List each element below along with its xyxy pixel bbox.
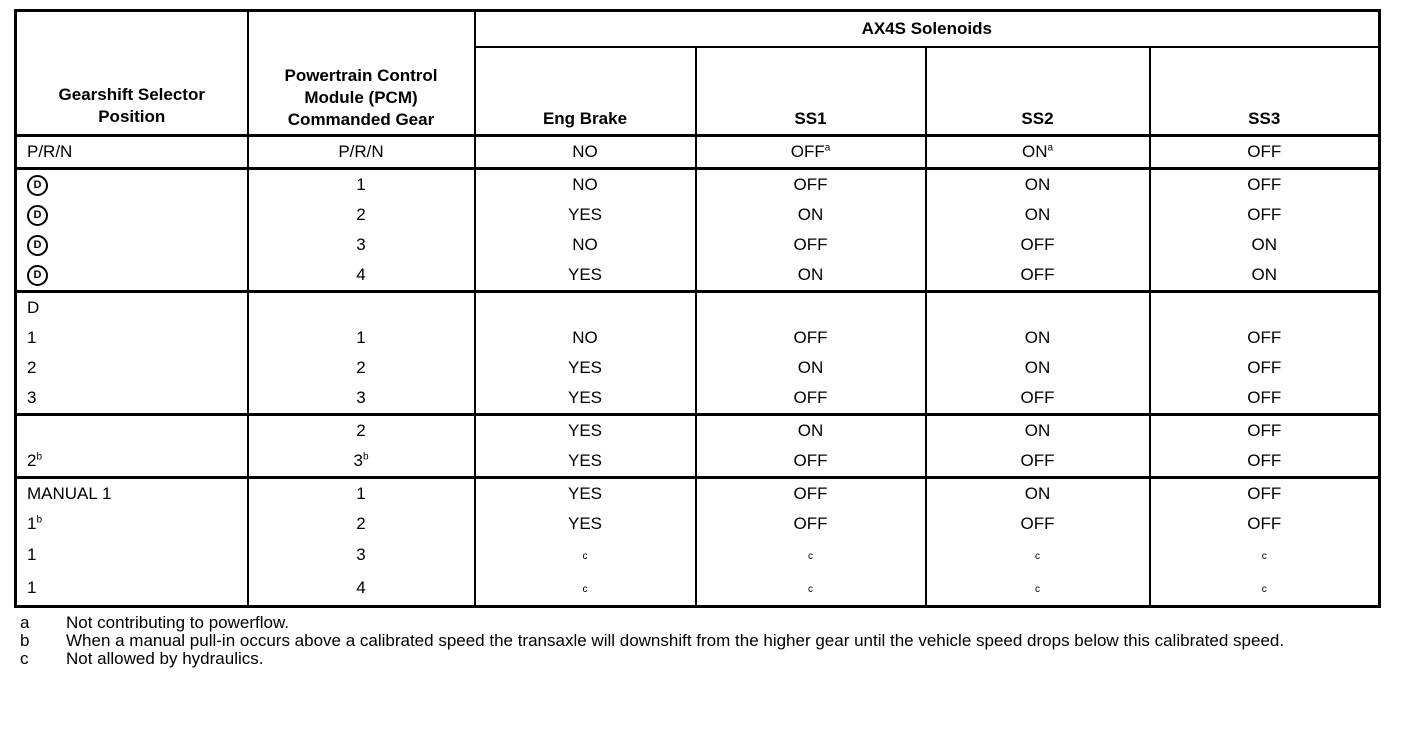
row-group	[16, 414, 1380, 477]
table-row	[16, 291, 1380, 323]
header-ss2: SS2	[926, 47, 1150, 136]
cell-value: ON	[1021, 141, 1048, 161]
cell-value: OFF	[1247, 357, 1282, 377]
cell-position	[16, 323, 248, 353]
cell-position	[16, 135, 248, 168]
cell-value: ON	[1024, 420, 1051, 440]
cell-eng-brake	[475, 572, 696, 607]
cell-value: YES	[567, 420, 603, 440]
table-row	[16, 353, 1380, 383]
cell-ss3	[1150, 291, 1380, 323]
footnote-ref: a	[824, 141, 831, 153]
cell-ss3	[1150, 383, 1380, 415]
cell-value: OFF	[1020, 513, 1055, 533]
cell-pcm-gear	[248, 135, 475, 168]
gear-text: 2	[356, 513, 366, 533]
position-text: P/R/N	[27, 141, 73, 161]
position-text: 1	[27, 545, 37, 564]
table-row	[16, 260, 1380, 292]
cell-eng-brake	[475, 135, 696, 168]
cell-position	[16, 291, 248, 323]
cell-value: OFF	[793, 513, 828, 533]
cell-pcm-gear	[248, 353, 475, 383]
cell-value: ON	[1024, 483, 1051, 503]
row-group	[16, 477, 1380, 606]
cell-value: NO	[572, 327, 598, 347]
cell-value: ON	[1024, 204, 1051, 224]
cell-value: OFF	[1247, 174, 1282, 194]
cell-value: c	[1035, 550, 1040, 562]
cell-value: OFF	[793, 174, 828, 194]
cell-value: OFF	[1247, 387, 1282, 407]
cell-position	[16, 446, 248, 478]
cell-value: YES	[567, 264, 603, 284]
cell-position	[16, 477, 248, 509]
cell-ss3	[1150, 168, 1380, 200]
cell-ss3	[1150, 135, 1380, 168]
cell-value: OFF	[1020, 387, 1055, 407]
position-text: 3	[27, 387, 37, 407]
cell-value: c	[1261, 583, 1267, 595]
cell-pcm-gear	[248, 200, 475, 230]
cell-ss1	[696, 572, 926, 607]
footnote-key: a	[20, 612, 30, 632]
footnote-a	[14, 614, 1378, 632]
cell-value: ON	[1024, 327, 1051, 347]
cell-pcm-gear	[248, 260, 475, 292]
table-row	[16, 135, 1380, 168]
table-row	[16, 323, 1380, 353]
cell-value: OFF	[1247, 327, 1282, 347]
cell-value: OFF	[793, 450, 828, 470]
table-row	[16, 200, 1380, 230]
cell-ss1	[696, 168, 926, 200]
cell-ss3	[1150, 200, 1380, 230]
cell-ss1	[696, 291, 926, 323]
cell-pcm-gear	[248, 572, 475, 607]
cell-ss2	[926, 572, 1150, 607]
cell-ss3	[1150, 477, 1380, 509]
cell-value: c	[1035, 583, 1040, 595]
cell-pcm-gear	[248, 168, 475, 200]
circled-d-icon: D	[27, 265, 48, 286]
solenoid-document	[14, 9, 1378, 668]
cell-position	[16, 414, 248, 446]
cell-ss2	[926, 230, 1150, 260]
cell-ss1	[696, 323, 926, 353]
cell-ss1	[696, 200, 926, 230]
cell-eng-brake	[475, 260, 696, 292]
row-group	[16, 168, 1380, 291]
cell-value: YES	[567, 450, 603, 470]
footnote-text: Not allowed by hydraulics.	[66, 648, 264, 668]
cell-value: NO	[572, 174, 598, 194]
gear-text: 1	[356, 174, 366, 194]
cell-pcm-gear	[248, 230, 475, 260]
cell-ss2	[926, 477, 1150, 509]
footnote-text: When a manual pull-in occurs above a calibrated speed the transaxle will downshift from the higher gear until the vehicle speed drops below this calibrated speed.	[66, 630, 1285, 650]
gear-text: 4	[356, 264, 366, 284]
table-row	[16, 509, 1380, 539]
cell-value: OFF	[1247, 141, 1282, 161]
cell-ss2	[926, 323, 1150, 353]
gear-text: 2	[356, 357, 366, 377]
table-row	[16, 539, 1380, 572]
row-group	[16, 135, 1380, 168]
cell-eng-brake	[475, 477, 696, 509]
cell-value: ON	[1251, 234, 1277, 254]
footnote-ref: b	[36, 513, 43, 525]
footnote-text: Not contributing to powerflow.	[66, 612, 290, 632]
position-text: 2	[27, 450, 37, 470]
gear-text: 3	[356, 234, 366, 254]
cell-ss3	[1150, 353, 1380, 383]
cell-value: OFF	[1247, 204, 1282, 224]
cell-ss2	[926, 135, 1150, 168]
cell-ss3	[1150, 446, 1380, 478]
header-pcm	[248, 11, 475, 136]
header-solenoids-group: AX4S Solenoids	[475, 11, 1380, 47]
cell-position	[16, 383, 248, 415]
solenoid-table	[14, 9, 1381, 608]
cell-ss1	[696, 230, 926, 260]
cell-eng-brake	[475, 291, 696, 323]
cell-value: OFF	[1020, 450, 1055, 470]
table-row	[16, 477, 1380, 509]
cell-pcm-gear	[248, 539, 475, 572]
header-position	[16, 11, 248, 136]
cell-eng-brake	[475, 539, 696, 572]
header-position-line1: Gearshift Selector	[58, 84, 205, 104]
cell-value: YES	[567, 483, 603, 503]
cell-value: ON	[797, 264, 824, 284]
gear-text: 1	[356, 327, 366, 347]
cell-value: ON	[1024, 357, 1051, 377]
cell-value: c	[808, 550, 813, 562]
cell-position	[16, 168, 248, 200]
cell-ss3	[1150, 572, 1380, 607]
cell-value: YES	[567, 357, 603, 377]
circled-d-icon: D	[27, 235, 48, 256]
header-eng-brake: Eng Brake	[475, 47, 696, 136]
cell-value: OFF	[793, 387, 828, 407]
cell-pcm-gear	[248, 446, 475, 478]
cell-ss1	[696, 539, 926, 572]
cell-value: ON	[797, 204, 824, 224]
cell-value: c	[1261, 550, 1267, 562]
circled-d-icon: D	[27, 175, 48, 196]
circled-d-icon: D	[27, 205, 48, 226]
cell-position	[16, 200, 248, 230]
cell-ss3	[1150, 509, 1380, 539]
position-text: 1	[27, 327, 37, 347]
cell-pcm-gear	[248, 291, 475, 323]
cell-ss1	[696, 353, 926, 383]
cell-value: ON	[797, 357, 824, 377]
table-header	[16, 11, 1380, 136]
cell-value: OFF	[1020, 264, 1055, 284]
position-text: MANUAL 1	[27, 483, 112, 503]
position-text: 1	[27, 578, 37, 597]
cell-value: NO	[572, 141, 598, 161]
cell-eng-brake	[475, 383, 696, 415]
cell-ss3	[1150, 323, 1380, 353]
cell-position	[16, 353, 248, 383]
cell-value: YES	[567, 387, 603, 407]
cell-position	[16, 509, 248, 539]
cell-eng-brake	[475, 323, 696, 353]
header-pcm-line2: Module (PCM)	[304, 87, 418, 107]
cell-ss1	[696, 446, 926, 478]
table-row	[16, 383, 1380, 415]
cell-position	[16, 230, 248, 260]
table-row	[16, 446, 1380, 478]
footnote-key: b	[20, 630, 30, 650]
position-text: 2	[27, 357, 37, 377]
cell-eng-brake	[475, 353, 696, 383]
cell-ss2	[926, 383, 1150, 415]
cell-ss3	[1150, 230, 1380, 260]
cell-position	[16, 260, 248, 292]
cell-ss1	[696, 383, 926, 415]
cell-pcm-gear	[248, 383, 475, 415]
footnote-ref: b	[362, 450, 369, 462]
cell-value: OFF	[793, 327, 828, 347]
cell-ss2	[926, 260, 1150, 292]
table-row	[16, 414, 1380, 446]
cell-position	[16, 539, 248, 572]
table-row	[16, 168, 1380, 200]
cell-ss3	[1150, 260, 1380, 292]
cell-eng-brake	[475, 200, 696, 230]
cell-value: OFF	[1020, 234, 1055, 254]
cell-value: OFF	[1247, 450, 1282, 470]
footnote-ref: b	[36, 450, 43, 462]
cell-ss2	[926, 200, 1150, 230]
cell-value: OFF	[793, 234, 828, 254]
header-pcm-line1: Powertrain Control	[284, 65, 438, 85]
cell-ss2	[926, 353, 1150, 383]
position-text: 1	[27, 513, 37, 533]
cell-value: ON	[1024, 174, 1051, 194]
header-position-line2: Position	[98, 106, 166, 126]
cell-ss1	[696, 414, 926, 446]
cell-eng-brake	[475, 230, 696, 260]
cell-eng-brake	[475, 446, 696, 478]
row-group	[16, 291, 1380, 414]
cell-ss1	[696, 509, 926, 539]
cell-value: OFF	[1247, 513, 1282, 533]
cell-value: ON	[1251, 264, 1277, 284]
cell-value: OFF	[793, 483, 828, 503]
cell-ss2	[926, 291, 1150, 323]
footnote-ref: a	[1047, 141, 1054, 153]
cell-ss3	[1150, 539, 1380, 572]
header-ss3: SS3	[1150, 47, 1380, 136]
footnote-b	[14, 632, 1378, 650]
cell-pcm-gear	[248, 414, 475, 446]
gear-text: P/R/N	[338, 141, 384, 161]
cell-ss1	[696, 477, 926, 509]
footnote-key: c	[20, 648, 29, 668]
gear-text: 2	[356, 420, 366, 440]
cell-ss2	[926, 446, 1150, 478]
gear-text: 1	[356, 483, 366, 503]
footnote-c	[14, 650, 1378, 668]
cell-ss2	[926, 414, 1150, 446]
cell-pcm-gear	[248, 509, 475, 539]
cell-value: c	[582, 583, 588, 595]
footnotes	[14, 614, 1378, 668]
position-text: D	[27, 297, 40, 317]
cell-ss1	[696, 260, 926, 292]
header-ss1: SS1	[696, 47, 926, 136]
gear-text: 4	[356, 578, 366, 597]
cell-position	[16, 572, 248, 607]
cell-ss2	[926, 168, 1150, 200]
cell-ss1	[696, 135, 926, 168]
gear-text: 3	[356, 545, 366, 564]
cell-value: YES	[567, 204, 603, 224]
cell-eng-brake	[475, 414, 696, 446]
cell-value: ON	[797, 420, 824, 440]
cell-eng-brake	[475, 168, 696, 200]
cell-value: OFF	[1247, 483, 1282, 503]
table-row	[16, 572, 1380, 607]
cell-value: c	[582, 550, 588, 562]
cell-eng-brake	[475, 509, 696, 539]
cell-value: OFF	[790, 141, 825, 161]
cell-ss3	[1150, 414, 1380, 446]
gear-text: 2	[356, 204, 366, 224]
cell-pcm-gear	[248, 323, 475, 353]
cell-value: YES	[567, 513, 603, 533]
cell-value: c	[808, 583, 813, 595]
header-pcm-line3: Commanded Gear	[287, 109, 435, 129]
gear-text: 3	[356, 387, 366, 407]
cell-pcm-gear	[248, 477, 475, 509]
cell-value: OFF	[1247, 420, 1282, 440]
cell-ss2	[926, 509, 1150, 539]
table-row	[16, 230, 1380, 260]
cell-ss2	[926, 539, 1150, 572]
cell-value: NO	[572, 234, 598, 254]
gear-text: 3	[353, 450, 363, 470]
